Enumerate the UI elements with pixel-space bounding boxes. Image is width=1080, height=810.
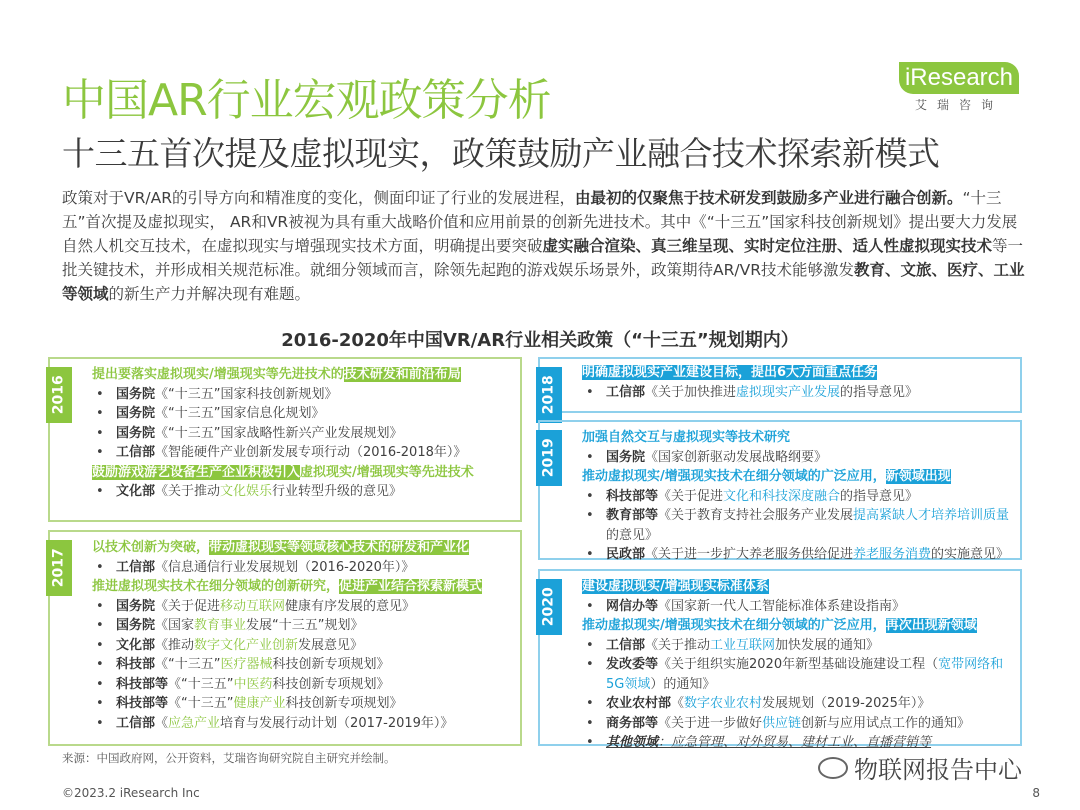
heading-segment: 带动虚拟现实等领域核心技术的研发和产业化 [209,540,470,555]
policy-item [92,443,512,463]
policy-heading [582,363,1012,383]
heading-segment: 推动虚拟现实/增强现实技术在细分领域的广泛应用， [582,469,886,484]
issuing-department: 国务院 [116,406,156,421]
policy-name-segment: 《关于进一步做好 [658,715,763,731]
issuing-department: 教育部等 [606,508,659,523]
heading-segment: 新领域出现 [885,469,951,484]
policy-name-segment: 文化和科技深度融合 [723,488,841,504]
issuing-department: 国务院 [116,598,156,614]
policy-name-segment: 科技创新专项规划》 [285,696,403,711]
paragraph-emphasis: 虚实融合渲染、真三维呈现、实时定位注册、适人性虚拟现实技术 [542,237,993,255]
policy-name-segment: 科技创新专项规划》 [272,657,390,672]
policy-name-segment: ）的通知》 [650,676,716,692]
policy-name-segment: 《信息通信行业发展规划（2016-2020年）》 [155,559,415,575]
year-label: 2017 [50,548,67,588]
policy-name-segment: 《关于促进 [155,598,221,614]
policy-name-segment: 《关于推动 [645,637,711,653]
policy-item [92,636,512,656]
policy-name-segment: 《“十三五”国家科技创新规划》 [155,386,338,402]
heading-segment: 技术研发和前沿布局 [343,367,461,382]
heading-segment: 推进虚拟现实技术在细分领域的创新研究， [92,579,340,594]
issuing-department: 其他领域 [606,735,659,750]
policy-name-segment: 《智能硬件产业创新发展专项行动（2016-2018年）》 [155,445,467,460]
year-tab [536,430,562,486]
policy-name-segment: 教育事业 [194,618,247,633]
policy-box-2019 [538,420,1022,560]
issuing-department: 网信办等 [606,598,659,614]
policy-heading [582,428,1012,448]
issuing-department: 工信部 [116,445,156,460]
policy-item [582,636,1012,656]
policy-name-segment: 《国家新一代人工智能标准体系建设指南》 [658,598,906,614]
policy-name-segment: 的指导意见》 [840,488,919,504]
intro-paragraph [62,186,1027,306]
policy-box-2017 [48,530,522,746]
policy-item [92,616,512,636]
year-label: 2016 [50,375,67,415]
issuing-department: 发改委等 [606,657,659,672]
issuing-department: 科技部 [116,657,156,672]
policy-name-segment: 《关于教育支持社会服务产业发展 [658,508,854,523]
paragraph-text: 政策对于VR/AR的引导方向和精准度的变化，侧面印证了行业的发展进程， [62,189,575,207]
heading-segment: 再次出现新领域 [885,618,977,633]
policy-name-segment: 行业转型升级的意见》 [272,484,403,499]
source-note: 来源：中国政府网，公开资料，艾瑞咨询研究院自主研究并绘制。 [62,751,396,765]
policy-heading [92,577,512,597]
policy-name-segment: 《 [155,715,169,731]
policy-box-2020 [538,569,1022,750]
policy-item [92,404,512,424]
year-label: 2019 [540,438,557,478]
policy-name-segment: 《国家 [155,618,195,633]
policy-name-segment: 养老服务消费 [853,547,932,562]
policy-heading [582,616,1012,636]
policy-name-segment: 宽带网络和5G领域 [606,657,1004,692]
year-label: 2020 [540,587,557,627]
policy-name-segment: 医疗器械 [220,657,273,672]
policy-name-segment: 移动互联网 [220,598,286,614]
issuing-department: 民政部 [606,547,646,562]
policy-name-segment: 《关于推动 [155,484,221,499]
policy-name-segment: 《关于组织实施2020年新型基础设施建设工程（ [658,657,939,672]
policy-name-segment: 的实施意见》 [931,547,1010,562]
issuing-department: 工信部 [606,384,646,400]
watermark-text: 物联网报告中心 [854,756,1022,784]
heading-segment: 虚拟现实/增强现实等先进技术 [300,464,474,480]
policy-name-segment: 《“十三五” [168,676,234,692]
policy-name-segment: 《“十三五”国家战略性新兴产业发展规划》 [155,425,403,441]
issuing-department: 文化部 [116,637,156,653]
issuing-department: 工信部 [116,715,156,731]
issuing-department: 国务院 [606,449,646,465]
policy-item [92,482,512,502]
policy-name-segment: 《 [671,696,685,711]
issuing-department: 科技部等 [606,488,659,504]
policy-heading [92,463,512,483]
policy-name-segment: 中医药 [233,676,273,692]
policy-box-2016 [48,357,522,522]
issuing-department: 农业农村部 [606,696,672,711]
policy-name-segment: 数字文化产业创新 [194,637,299,653]
paragraph-emphasis: 教育、文旅、医疗、工业等领域 [62,261,1025,303]
policy-name-segment: 工业互联网 [710,637,776,653]
year-label: 2018 [540,375,557,415]
page-title: 中国AR行业宏观政策分析 [62,75,551,126]
policy-name-segment: ：应急管理、对外贸易、建材工业、直播营销等 [658,735,932,750]
issuing-department: 科技部等 [116,676,169,692]
issuing-department: 工信部 [606,637,646,653]
policy-item [582,448,1012,468]
issuing-department: 商务部等 [606,715,659,731]
policy-item [92,385,512,405]
policy-item [92,655,512,675]
heading-segment: 明确虚拟现实产业建设目标，提出6大方面重点任务 [582,365,878,380]
policy-name-segment: 发展规划（2019-2025年）》 [762,696,931,711]
issuing-department: 国务院 [116,618,156,633]
heading-segment: 促进产业结合探索新模式 [339,579,483,594]
page-number: 8 [1032,786,1040,800]
policy-box-2018 [538,357,1022,413]
policy-name-segment: 《关于进一步扩大养老服务供给促进 [645,547,854,562]
watermark [818,750,1022,785]
policy-name-segment: 加快发展的通知》 [775,637,880,653]
policy-name-segment: 《“十三五” [155,657,221,672]
year-tab [536,579,562,635]
policy-name-segment: 《关于促进 [658,488,724,504]
iresearch-logo [895,62,1023,113]
policy-item [582,487,1012,507]
policy-heading [582,577,1012,597]
issuing-department: 国务院 [116,386,156,402]
heading-segment: 推动虚拟现实/增强现实技术在细分领域的广泛应用， [582,618,886,633]
paragraph-text: 等一批关键技术，并形成相关规范标准。就细分领域而言，除领先起跑的游戏娱乐场景外，政策期待AR/VR技术能够激发 [62,237,1024,279]
heading-segment: 以技术创新为突破， [92,540,210,555]
issuing-department: 文化部 [116,484,156,499]
heading-segment: 提出要落实虚拟现实/增强现实等先进技术的 [92,367,344,382]
year-tab [536,367,562,423]
policy-item [582,714,1012,734]
policy-name-segment: 创新与应用试点工作的通知》 [801,715,971,731]
policy-name-segment: 虚拟现实产业发展 [736,384,841,400]
policy-item [582,655,1012,694]
policy-name-segment: 健康有序发展的意见》 [285,598,416,614]
policy-item [582,383,1012,403]
policy-name-segment: 《推动 [155,637,195,653]
heading-segment: 鼓励游戏游艺设备生产企业积极引入 [92,464,301,480]
policy-name-segment: 的指导意见》 [840,384,919,400]
policy-name-segment: 健康产业 [233,696,286,711]
policy-item [92,597,512,617]
wechat-icon [818,757,848,779]
paragraph-text: 的新生产力并解决现有难题。 [108,285,311,303]
issuing-department: 国务院 [116,425,156,441]
policy-name-segment: 文化娱乐 [220,484,273,499]
policy-item [582,694,1012,714]
policy-name-segment: 《关于加快推进 [645,384,737,400]
page-subtitle: 十三五首次提及虚拟现实，政策鼓励产业融合技术探索新模式 [62,134,940,173]
policy-item [92,558,512,578]
policy-heading [582,467,1012,487]
policy-name-segment: 《国家创新驱动发展战略纲要》 [645,449,828,465]
year-tab [46,540,72,596]
policy-name-segment: 应急产业 [168,715,221,731]
logo-cn: 艾瑞咨询 [914,98,1003,112]
issuing-department: 工信部 [116,559,156,575]
policy-item [582,545,1012,565]
paragraph-emphasis: 由最初的仅聚焦于技术研发到鼓励多产业进行融合创新。 [574,189,963,207]
policy-item [92,675,512,695]
heading-segment: 建设虚拟现实/增强现实标准体系 [582,579,769,594]
copyright: ©2023.2 iResearch Inc [62,786,200,800]
policy-name-segment: 培育与发展行动计划（2017-2019年）》 [220,715,454,731]
policy-item [92,694,512,714]
policy-item [92,424,512,444]
policy-name-segment: 的意见》 [606,527,659,543]
policy-name-segment: 数字农业农村 [684,696,763,711]
policy-name-segment: 科技创新专项规划》 [272,676,390,692]
policy-chart-title: 2016-2020年中国VR/AR行业相关政策（“十三五”规划期内） [281,330,799,351]
policy-heading [92,365,512,385]
policy-name-segment: 《“十三五”国家信息化规划》 [155,406,325,421]
policy-name-segment: 供应链 [762,715,802,731]
policy-heading [92,538,512,558]
policy-name-segment: 发展意见》 [298,637,364,653]
policy-item [582,597,1012,617]
policy-name-segment: 发展“十三五”规划》 [246,618,364,633]
logo-brand: iResearch [899,62,1019,94]
policy-name-segment: 提高紧缺人才培养培训质量 [853,508,1010,523]
policy-item [92,714,512,734]
issuing-department: 科技部等 [116,696,169,711]
year-tab [46,367,72,423]
policy-item [582,506,1012,545]
paragraph-text: “十三五”首次提及虚拟现实， AR和VR被视为具有重大战略价值和应用前景的创新先进技术。其中《“十三五”国家科技创新规划》提出要大力发展自然人机交互技术，在虚拟现实与增强现实技术方面，明确提出要突破 [62,189,1018,255]
heading-segment: 加强自然交互与虚拟现实等技术研究 [582,430,791,445]
policy-name-segment: 《“十三五” [168,696,234,711]
